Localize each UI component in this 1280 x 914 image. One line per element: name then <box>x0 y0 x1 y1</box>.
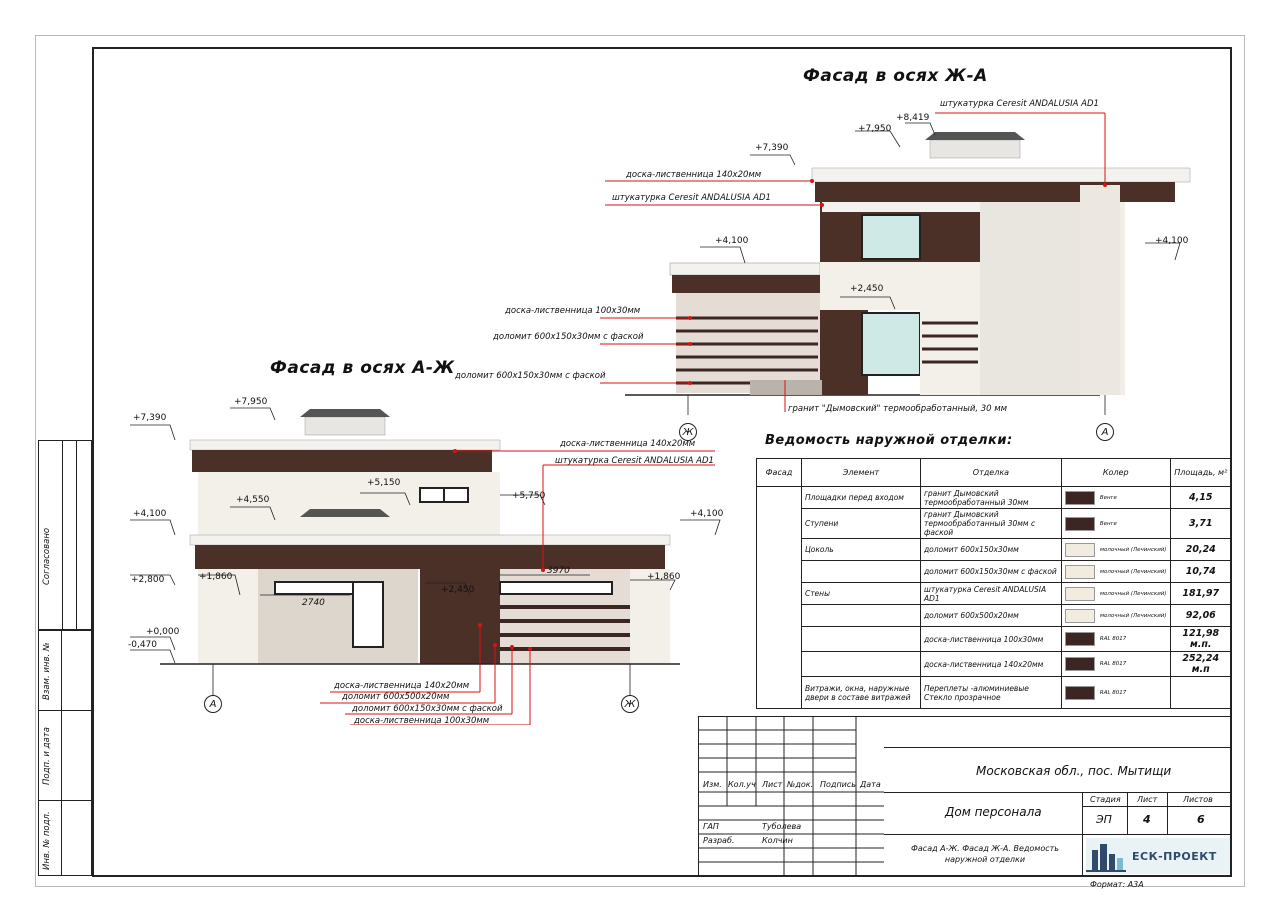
col-header-element: Элемент <box>801 459 920 487</box>
tb-sheet-title: Фасад А-Ж. Фасад Ж-А. Ведомость наружной отделки <box>911 844 1059 864</box>
table-row <box>757 652 1232 677</box>
color-name: молочный (Лечинский) <box>1099 590 1167 597</box>
facade-top-label-larch-140: доска-лиственница 140х20мм <box>626 170 762 180</box>
facade-bottom-dim: 3970 <box>547 566 570 576</box>
finish-table-title: Ведомость наружной отделки: <box>765 433 1013 448</box>
tb-gap-label: ГАП <box>703 822 719 831</box>
color-name: RAL 8017 <box>1099 661 1127 667</box>
tb-line <box>884 792 1232 793</box>
color-swatch <box>1065 587 1095 601</box>
color-swatch <box>1065 517 1095 531</box>
element-cell <box>801 652 920 677</box>
finish-cell: доломит 600х150х30мм с фаской <box>920 561 1061 583</box>
facade-bottom-label-larch-140-2: доска-лиственница 140х20мм <box>334 681 470 691</box>
tb-col-ndok: №док. <box>787 780 814 789</box>
element-cell: Витражи, окна, наружные двери в составе витражей <box>801 677 920 709</box>
facade-top-label-dolomite-2: доломит 600х150х30мм с фаской <box>455 371 606 381</box>
tb-col-list: Лист <box>762 780 783 789</box>
tb-stage: ЭП <box>1096 813 1112 826</box>
tb-sheet: 4 <box>1143 813 1151 826</box>
side-stamp-sign-label: Подп. и дата <box>42 727 52 785</box>
tb-line <box>1082 806 1232 807</box>
color-cell <box>1061 539 1170 561</box>
facade-top-level: +8,419 <box>896 113 930 123</box>
facade-bottom-level: +7,390 <box>133 413 167 423</box>
finish-cell: Переплеты -алюминиевые Стекло прозрачное <box>920 677 1061 709</box>
facade-bottom-level: +1,860 <box>647 572 681 582</box>
color-cell <box>1061 487 1170 509</box>
facade-bottom-level: +5,750 <box>512 491 546 501</box>
col-header-finish: Отделка <box>920 459 1061 487</box>
table-row <box>757 509 1232 539</box>
tb-razrab-name: Колчин <box>762 836 793 845</box>
tb-col-koluch: Кол.уч <box>728 780 756 789</box>
area-cell <box>1170 677 1231 709</box>
facade-bottom-label-plaster: штукатурка Ceresit ANDALUSIA AD1 <box>555 456 714 466</box>
side-line <box>38 710 92 711</box>
area-cell: 3,71 <box>1170 509 1231 539</box>
color-swatch <box>1065 686 1095 700</box>
tb-line <box>1127 792 1128 834</box>
company-name: ЕСК-ПРОЕКТ <box>1132 850 1217 863</box>
facade-bottom-level: +4,100 <box>133 509 167 519</box>
table-row <box>757 583 1232 605</box>
side-stamp-agreed-label: Согласовано <box>42 527 52 585</box>
color-swatch <box>1065 543 1095 557</box>
element-cell <box>801 605 920 627</box>
tb-object: Дом персонала <box>945 805 1042 819</box>
color-cell <box>1061 627 1170 652</box>
facade-bottom-axis-zh: Ж <box>621 695 639 713</box>
facade-top-level: +2,450 <box>850 284 884 294</box>
facade-bottom-level: +1,860 <box>199 572 233 582</box>
tb-line <box>1082 792 1083 877</box>
element-cell: Ступени <box>801 509 920 539</box>
facade-bottom-level: +5,150 <box>367 478 401 488</box>
col-header-area: Площадь, м² <box>1170 459 1231 487</box>
finish-cell: доска-лиственница 100х30мм <box>920 627 1061 652</box>
side-stamp-divider <box>62 440 77 630</box>
color-cell <box>1061 561 1170 583</box>
table-row <box>757 539 1232 561</box>
title-block-grid-lines <box>698 716 884 877</box>
table-row <box>757 487 1232 509</box>
area-cell: 4,15 <box>1170 487 1231 509</box>
side-line <box>38 800 92 801</box>
table-row <box>757 677 1232 709</box>
color-swatch <box>1065 565 1095 579</box>
side-stamp-replace-label: Взам. инв. № <box>42 642 52 700</box>
facade-bottom-dim: 2740 <box>302 598 325 608</box>
facade-bottom-level: +2,450 <box>441 585 475 595</box>
element-cell <box>801 627 920 652</box>
tb-col-podpis: Подпись <box>820 780 856 789</box>
area-cell: 10,74 <box>1170 561 1231 583</box>
facade-top-label-granite: гранит "Дымовский" термообработанный, 30 мм <box>788 404 1008 414</box>
facade-bottom-level: +7,950 <box>234 397 268 407</box>
finish-cell: гранит Дымовский термообработанный 30мм <box>920 487 1061 509</box>
facade-top-label-dolomite-1: доломит 600х150х30мм с фаской <box>493 332 644 342</box>
facade-top-axis-a: А <box>1096 423 1114 441</box>
facade-top-level: +7,950 <box>858 124 892 134</box>
facade-bottom-level: +0,000 <box>146 627 180 637</box>
element-cell: Стены <box>801 583 920 605</box>
tb-col-izm: Изм. <box>703 780 722 789</box>
tb-stage-label: Стадия <box>1090 795 1121 804</box>
facade-bottom-axis-a: А <box>204 695 222 713</box>
color-cell <box>1061 652 1170 677</box>
finish-table <box>756 458 1232 709</box>
facade-bottom-label-dolomite-500: доломит 600х500х20мм <box>342 692 450 702</box>
facade-cell <box>757 487 802 709</box>
tb-sheets-label: Листов <box>1183 795 1213 804</box>
area-cell: 121,98 м.п. <box>1170 627 1231 652</box>
table-row <box>757 605 1232 627</box>
color-cell <box>1061 583 1170 605</box>
area-cell: 252,24 м.п <box>1170 652 1231 677</box>
table-row <box>757 561 1232 583</box>
color-name: молочный (Лечинский) <box>1099 612 1167 619</box>
facade-bottom-level: -0,470 <box>128 640 158 650</box>
facade-top-title: Фасад в осях Ж-А <box>803 66 988 86</box>
area-cell: 181,97 <box>1170 583 1231 605</box>
facade-bottom-title: Фасад в осях А-Ж <box>270 358 455 378</box>
facade-top-drawing <box>600 95 1200 415</box>
finish-cell: доломит 600х500х20мм <box>920 605 1061 627</box>
finish-cell: штукатурка Ceresit ANDALUSIA AD1 <box>920 583 1061 605</box>
color-cell <box>1061 605 1170 627</box>
side-stamp-inv-label: Инв. № подл. <box>42 811 52 870</box>
color-cell <box>1061 677 1170 709</box>
element-cell: Цоколь <box>801 539 920 561</box>
facade-bottom-label-larch-140: доска-лиственница 140х20мм <box>560 439 696 449</box>
color-swatch <box>1065 609 1095 623</box>
color-name: Венге <box>1099 520 1117 527</box>
element-cell <box>801 561 920 583</box>
tb-gap-name: Туболева <box>762 822 802 831</box>
color-name: молочный (Лечинский) <box>1099 546 1167 553</box>
tb-format: Формат: А3А <box>1090 880 1144 889</box>
table-row <box>757 627 1232 652</box>
facade-top-level: +4,100 <box>1155 236 1189 246</box>
finish-table-header <box>757 459 1232 487</box>
color-name: RAL 8017 <box>1099 689 1127 696</box>
col-header-color: Колер <box>1061 459 1170 487</box>
tb-line <box>1167 792 1168 834</box>
finish-cell: гранит Дымовский термообработанный 30мм с фаской <box>920 509 1061 539</box>
facade-bottom-level: +2,800 <box>131 575 165 585</box>
color-name: Венге <box>1099 494 1117 501</box>
company-logo <box>1086 838 1230 874</box>
finish-cell: доломит 600х150х30мм <box>920 539 1061 561</box>
color-swatch <box>1065 632 1095 646</box>
facade-bottom-label-dolomite-150: доломит 600х150х30мм с фаской <box>352 704 503 714</box>
color-swatch <box>1065 491 1095 505</box>
col-header-facade: Фасад <box>757 459 802 487</box>
tb-col-data: Дата <box>860 780 881 789</box>
color-name: RAL 8017 <box>1099 636 1127 642</box>
title-block-grid <box>698 716 884 877</box>
facade-top-label-plaster-top: штукатурка Ceresit ANDALUSIA AD1 <box>940 99 1099 109</box>
area-cell: 20,24 <box>1170 539 1231 561</box>
tb-razrab-label: Разраб. <box>703 836 735 845</box>
tb-line <box>884 747 1232 748</box>
tb-location: Московская обл., пос. Мытищи <box>976 764 1172 778</box>
element-cell: Площадки перед входом <box>801 487 920 509</box>
facade-top-label-larch-100: доска-лиственница 100х30мм <box>505 306 641 316</box>
facade-top-label-plaster: штукатурка Ceresit ANDALUSIA AD1 <box>612 193 771 203</box>
color-name: молочный (Лечинский) <box>1099 568 1167 575</box>
finish-cell: доска-лиственница 140х20мм <box>920 652 1061 677</box>
facade-bottom-level: +4,100 <box>690 509 724 519</box>
facade-top-level: +7,390 <box>755 143 789 153</box>
facade-bottom-label-larch-100: доска-лиственница 100х30мм <box>354 716 490 726</box>
facade-bottom-level: +4,550 <box>236 495 270 505</box>
facade-top-axis-zh: Ж <box>679 423 697 441</box>
tb-line <box>884 834 1232 835</box>
tb-sheets: 6 <box>1197 813 1205 826</box>
color-swatch <box>1065 657 1095 671</box>
color-cell <box>1061 509 1170 539</box>
tb-sheet-label: Лист <box>1137 795 1158 804</box>
area-cell: 92,06 <box>1170 605 1231 627</box>
facade-top-level: +4,100 <box>715 236 749 246</box>
